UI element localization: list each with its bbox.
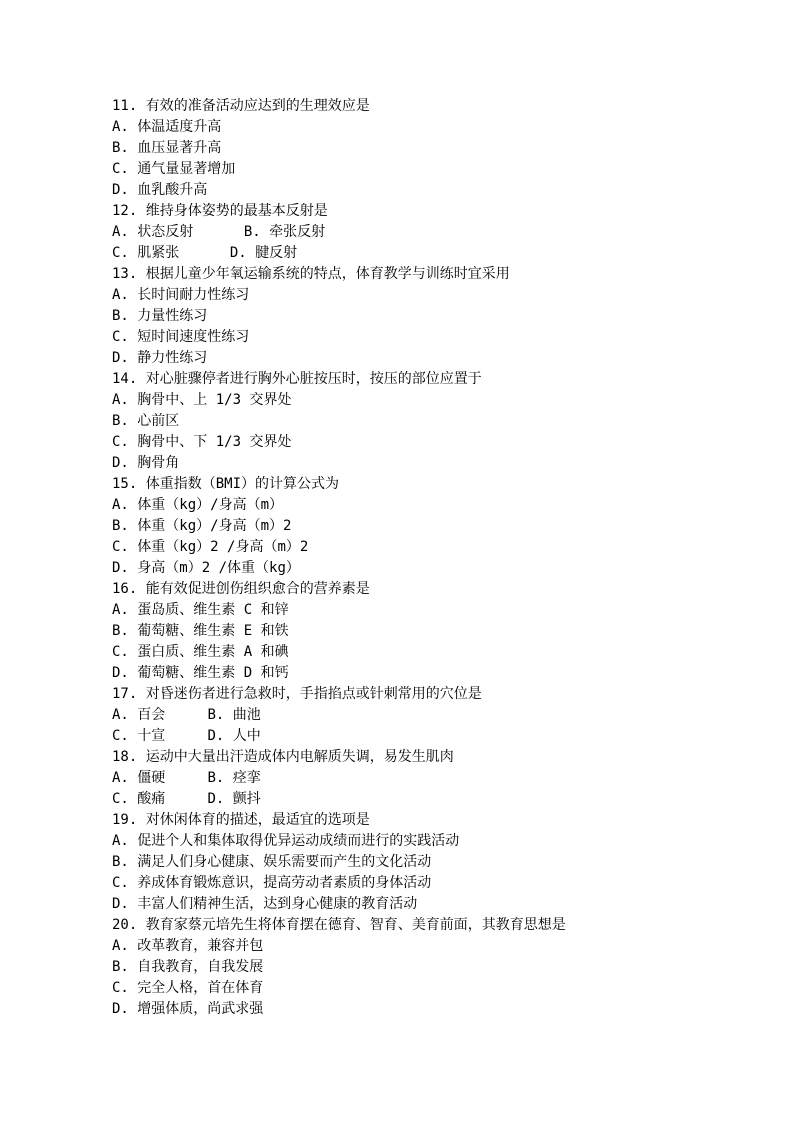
option-text: 血压显著升高	[137, 140, 222, 156]
option-line	[112, 306, 754, 327]
option-line	[112, 558, 754, 579]
question-stem	[112, 96, 754, 117]
option-text: 状态反射	[137, 224, 194, 240]
option-text: 增强体质，尚武求强	[137, 1001, 264, 1017]
question-number: 18.	[112, 749, 146, 765]
option	[112, 182, 207, 198]
question-number: 20.	[112, 917, 146, 933]
question-stem	[112, 264, 754, 285]
question-block	[112, 96, 754, 201]
option-label: C.	[112, 980, 138, 996]
option-text: 百会	[137, 707, 166, 723]
option	[112, 623, 289, 639]
option	[112, 833, 459, 849]
option	[112, 161, 235, 177]
option-line	[112, 159, 754, 180]
question-stem-text: 根据儿童少年氧运输系统的特点，体育教学与训练时宜采用	[145, 266, 510, 282]
question-number: 12.	[112, 203, 146, 219]
option-label: C.	[112, 245, 138, 261]
option-label: C.	[112, 434, 138, 450]
option-label: C.	[112, 329, 138, 345]
question-stem	[112, 201, 754, 222]
question-number: 16.	[112, 581, 146, 597]
question-stem-text: 对休闲体育的描述，最适宜的选项是	[145, 812, 370, 828]
option-line	[112, 537, 754, 558]
question-number: 14.	[112, 371, 146, 387]
option-text: 静力性练习	[137, 350, 208, 366]
option-text: 体重（kg）/身高（m）2	[137, 518, 292, 534]
option-label: B.	[207, 770, 233, 786]
question-stem-text: 对心脏骤停者进行胸外心脏按压时，按压的部位应置于	[145, 371, 482, 387]
question-stem	[112, 747, 754, 768]
question-number: 19.	[112, 812, 146, 828]
option	[112, 770, 165, 786]
option-label: A.	[112, 602, 138, 618]
option-label: B.	[112, 623, 138, 639]
option-line	[112, 978, 754, 999]
option	[207, 770, 260, 786]
option-label: C.	[112, 161, 138, 177]
option	[112, 140, 221, 156]
option-label: B.	[207, 707, 233, 723]
question-block	[112, 369, 754, 474]
option-line	[112, 999, 754, 1020]
question-stem-text: 维持身体姿势的最基本反射是	[145, 203, 328, 219]
option	[112, 854, 431, 870]
option-line	[112, 516, 754, 537]
question-block	[112, 747, 754, 810]
option	[230, 245, 297, 261]
question-stem	[112, 684, 754, 705]
option-label: D.	[112, 665, 138, 681]
question-stem	[112, 810, 754, 831]
option	[112, 602, 289, 618]
option-line	[112, 411, 754, 432]
option-label: C.	[112, 875, 138, 891]
option-label: C.	[112, 644, 138, 660]
option-text: 身高（m）2 /体重（kg）	[137, 560, 300, 576]
option-line	[112, 117, 754, 138]
option	[112, 434, 291, 450]
option-text: 力量性练习	[137, 308, 208, 324]
question-stem	[112, 474, 754, 495]
option	[207, 707, 260, 723]
option-text: 满足人们身心健康、娱乐需要而产生的文化活动	[137, 854, 432, 870]
option	[112, 728, 165, 744]
option-label: D.	[112, 1001, 138, 1017]
option	[112, 539, 308, 555]
option-line	[112, 222, 754, 243]
option	[207, 791, 260, 807]
question-stem-text: 能有效促进创伤组织愈合的营养素是	[145, 581, 370, 597]
option-line	[112, 768, 754, 789]
option	[112, 791, 165, 807]
option-line	[112, 285, 754, 306]
question-number: 11.	[112, 98, 146, 114]
question-stem-text: 教育家蔡元培先生将体育摆在德育、智育、美育前面，其教育思想是	[145, 917, 566, 933]
option-text: 短时间速度性练习	[137, 329, 250, 345]
question-stem	[112, 579, 754, 600]
option	[112, 224, 193, 240]
option	[112, 560, 300, 576]
question-stem	[112, 915, 754, 936]
option-label: A.	[112, 224, 138, 240]
option-text: 养成体育锻炼意识，提高劳动者素质的身体活动	[137, 875, 432, 891]
option-text: 蛋岛质、维生素 C 和锌	[137, 602, 289, 618]
question-stem-text: 运动中大量出汗造成体内电解质失调，易发生肌肉	[145, 749, 454, 765]
option-text: 痉挛	[232, 770, 261, 786]
option-text: 曲池	[232, 707, 261, 723]
option-label: B.	[112, 518, 138, 534]
option-label: D.	[207, 791, 233, 807]
option-label: A.	[112, 497, 138, 513]
option-text: 促进个人和集体取得优异运动成绩而进行的实践活动	[137, 833, 460, 849]
question-block	[112, 201, 754, 264]
option-label: A.	[112, 833, 138, 849]
question-block	[112, 810, 754, 915]
option-text: 肌紧张	[137, 245, 180, 261]
option-label: D.	[112, 560, 138, 576]
option-text: 完全人格，首在体育	[137, 980, 264, 996]
option-text: 腱反射	[255, 245, 298, 261]
option	[207, 728, 260, 744]
question-block	[112, 474, 754, 579]
option-text: 葡萄糖、维生素 E 和铁	[137, 623, 289, 639]
option	[112, 455, 179, 471]
option-text: 体重（kg）2 /身高（m）2	[137, 539, 309, 555]
option-line	[112, 936, 754, 957]
option-line	[112, 432, 754, 453]
option-label: B.	[243, 224, 270, 240]
option	[112, 329, 249, 345]
option-text: 自我教育，自我发展	[137, 959, 264, 975]
option-text: 体温适度升高	[137, 119, 222, 135]
question-stem-text: 体重指数（BMI）的计算公式为	[145, 476, 340, 492]
option-line	[112, 873, 754, 894]
option-text: 血乳酸升高	[137, 182, 208, 198]
option-line	[112, 600, 754, 621]
option-line	[112, 348, 754, 369]
option-line	[112, 495, 754, 516]
option	[112, 980, 263, 996]
option-line	[112, 789, 754, 810]
option-text: 十宣	[137, 728, 166, 744]
option-text: 丰富人们精神生活，达到身心健康的教育活动	[137, 896, 418, 912]
option-text: 胸骨中、上 1/3 交界处	[137, 392, 292, 408]
option	[112, 896, 417, 912]
option	[112, 938, 263, 954]
option-label: B.	[112, 959, 138, 975]
option	[112, 707, 165, 723]
question-stem-text: 有效的准备活动应达到的生理效应是	[145, 98, 370, 114]
option-line	[112, 642, 754, 663]
option-text: 人中	[232, 728, 261, 744]
question-stem-text: 对昏迷伤者进行急救时，手指掐点或针刺常用的穴位是	[145, 686, 482, 702]
option-text: 僵硬	[137, 770, 166, 786]
option-text: 长时间耐力性练习	[137, 287, 250, 303]
option	[112, 308, 207, 324]
option-text: 胸骨角	[137, 455, 180, 471]
option-label: B.	[112, 413, 138, 429]
option-label: A.	[112, 287, 138, 303]
option-label: D.	[229, 245, 256, 261]
option-line	[112, 327, 754, 348]
option	[112, 665, 289, 681]
question-block	[112, 579, 754, 684]
option-label: A.	[112, 707, 138, 723]
option-text: 蛋白质、维生素 A 和碘	[137, 644, 289, 660]
question-list	[112, 96, 754, 1020]
option-line	[112, 390, 754, 411]
option-text: 改革教育，兼容并包	[137, 938, 264, 954]
question-number: 15.	[112, 476, 146, 492]
option-line	[112, 831, 754, 852]
option-text: 葡萄糖、维生素 D 和钙	[137, 665, 289, 681]
option-label: A.	[112, 770, 138, 786]
option	[112, 959, 263, 975]
option-text: 胸骨中、下 1/3 交界处	[137, 434, 292, 450]
option	[112, 1001, 263, 1017]
option	[112, 350, 207, 366]
option	[244, 224, 325, 240]
option	[112, 875, 431, 891]
option-line	[112, 726, 754, 747]
option-line	[112, 663, 754, 684]
option	[112, 497, 283, 513]
option-line	[112, 894, 754, 915]
option-label: D.	[207, 728, 233, 744]
option	[112, 644, 289, 660]
question-number: 13.	[112, 266, 146, 282]
question-stem	[112, 369, 754, 390]
question-number: 17.	[112, 686, 146, 702]
option-text: 颤抖	[232, 791, 261, 807]
option-label: C.	[112, 728, 138, 744]
option-line	[112, 138, 754, 159]
option-label: A.	[112, 119, 138, 135]
option-line	[112, 621, 754, 642]
option-label: D.	[112, 350, 138, 366]
option-label: A.	[112, 392, 138, 408]
option	[112, 392, 291, 408]
option	[112, 287, 249, 303]
option	[112, 245, 179, 261]
option-label: B.	[112, 140, 138, 156]
option-line	[112, 957, 754, 978]
question-block	[112, 264, 754, 369]
option-text: 酸痛	[137, 791, 166, 807]
option-label: B.	[112, 854, 138, 870]
option-line	[112, 180, 754, 201]
option-label: B.	[112, 308, 138, 324]
option-line	[112, 705, 754, 726]
question-block	[112, 684, 754, 747]
option-label: C.	[112, 539, 138, 555]
option-line	[112, 453, 754, 474]
option-text: 体重（kg）/身高（m）	[137, 497, 284, 513]
option-text: 牵张反射	[269, 224, 326, 240]
option	[112, 119, 221, 135]
option-label: D.	[112, 182, 138, 198]
option-label: C.	[112, 791, 138, 807]
option-label: A.	[112, 938, 138, 954]
option-label: D.	[112, 896, 138, 912]
option-label: D.	[112, 455, 138, 471]
question-block	[112, 915, 754, 1020]
option-line	[112, 243, 754, 264]
option	[112, 518, 291, 534]
option-text: 心前区	[137, 413, 180, 429]
option-line	[112, 852, 754, 873]
option-text: 通气量显著增加	[137, 161, 236, 177]
option	[112, 413, 179, 429]
